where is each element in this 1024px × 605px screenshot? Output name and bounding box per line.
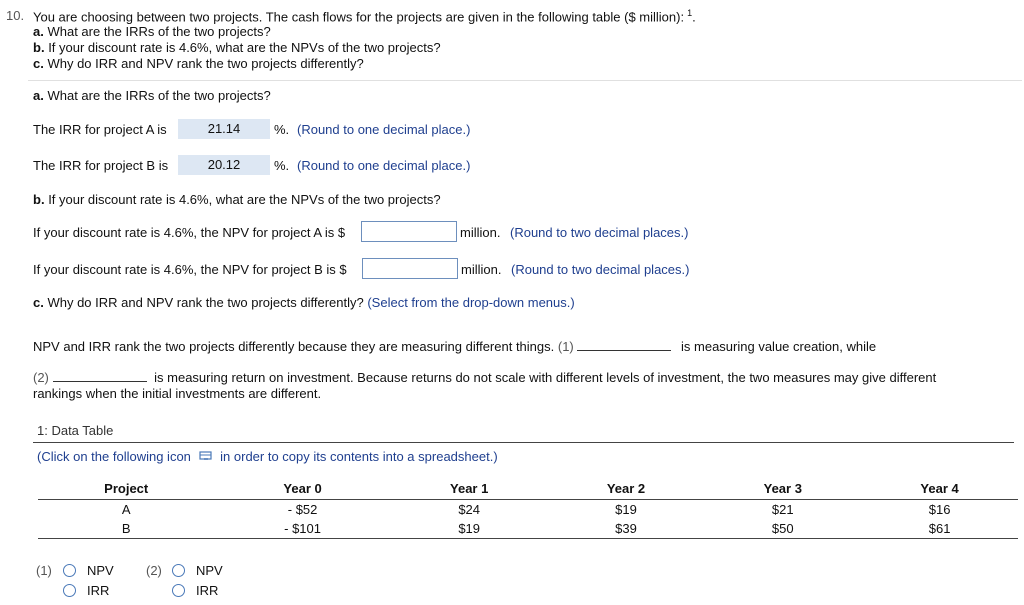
part-c-sentence3: rankings when the initial investments are different. (33, 386, 322, 401)
table-cell: - $52 (287, 502, 318, 517)
part-c-sentence2: (2) is measuring return on investment. Because returns do not scale with different levels of investment, the two measures may give different (33, 370, 937, 385)
npv-b-label: If your discount rate is 4.6%, the NPV for project B is $ (33, 262, 347, 277)
data-table-top-rule (33, 442, 1014, 443)
irr-a-answer[interactable]: 21.14 (178, 119, 270, 139)
table-cell: A (121, 502, 131, 517)
irr-a-unit: %. (274, 122, 290, 137)
irr-b-answer[interactable]: 20.12 (178, 155, 270, 175)
data-table (38, 478, 1018, 539)
npv-b-input[interactable] (362, 258, 458, 279)
part-b-heading: b. If your discount rate is 4.6%, what are the NPVs of the two projects? (33, 192, 441, 207)
part-a-heading: a. What are the IRRs of the two projects? (33, 88, 271, 103)
option-1-irr-radio[interactable] (63, 584, 76, 597)
part-c-sentence1: NPV and IRR rank the two projects differently because they are measuring different things. (1) is measuring value creation, while (33, 339, 877, 354)
data-table-instruction: (Click on the following icon in order to copy its contents into a spreadsheet.) (37, 449, 498, 464)
table-cell: $50 (771, 521, 794, 536)
npv-a-hint: (Round to two decimal places.) (510, 225, 689, 240)
col-year2: Year 2 (606, 481, 646, 496)
table-cell: $61 (928, 521, 951, 536)
table-cell: $16 (928, 502, 951, 517)
question-part-b: b. If your discount rate is 4.6%, what are the NPVs of the two projects? (33, 40, 441, 55)
col-year3: Year 3 (763, 481, 802, 496)
irr-b-unit: %. (274, 158, 290, 173)
col-project: Project (104, 481, 149, 496)
irr-a-label: The IRR for project A is (33, 122, 167, 137)
col-year0: Year 0 (283, 481, 322, 496)
table-cell: - $101 (284, 521, 322, 536)
npv-a-label: If your discount rate is 4.6%, the NPV for project A is $ (33, 225, 346, 240)
question-part-c: c. Why do IRR and NPV rank the two projects differently? (33, 56, 364, 71)
option-2-npv-radio[interactable] (172, 564, 185, 577)
npv-b-unit: million. (461, 262, 502, 277)
option-2-irr-label[interactable]: IRR (196, 583, 219, 598)
table-cell: $19 (458, 521, 481, 536)
data-table-title: 1: Data Table (37, 423, 114, 438)
irr-a-hint: (Round to one decimal place.) (297, 122, 471, 137)
footnote-link[interactable]: 1 (687, 8, 693, 18)
table-cell: $24 (458, 502, 481, 517)
dropdown-2[interactable] (53, 381, 147, 382)
table-cell: $21 (771, 502, 794, 517)
option-2-irr-radio[interactable] (172, 584, 185, 597)
irr-b-label: The IRR for project B is (33, 158, 169, 173)
table-row (38, 500, 1018, 520)
part-c-heading: c. Why do IRR and NPV rank the two projects differently? (Select from the drop-down menus.) (33, 295, 575, 310)
table-cell: $19 (615, 502, 637, 517)
npv-b-hint: (Round to two decimal places.) (511, 262, 690, 277)
table-header-row (38, 478, 1018, 500)
option-group-2-label: (2) (146, 563, 162, 578)
option-1-irr-label[interactable]: IRR (87, 583, 110, 598)
option-1-npv-label[interactable]: NPV (87, 563, 114, 578)
table-row (38, 519, 1018, 539)
table-cell: B (121, 521, 131, 536)
dropdown-1[interactable] (577, 350, 671, 351)
question-intro: You are choosing between two projects. The cash flows for the projects are given in the following table ($ million): $^1$. (33, 8, 696, 25)
option-2-npv-label[interactable]: NPV (196, 563, 223, 578)
option-group-1-label: (1) (36, 563, 52, 578)
col-year4: Year 4 (920, 481, 959, 496)
table-cell: $39 (615, 521, 637, 536)
npv-a-unit: million. (460, 225, 501, 240)
divider (28, 80, 1022, 81)
npv-a-input[interactable] (361, 221, 457, 242)
spreadsheet-copy-icon[interactable] (199, 450, 213, 462)
option-1-npv-radio[interactable] (63, 564, 76, 577)
question-number: 10. (6, 8, 25, 23)
col-year1: Year 1 (450, 481, 489, 496)
irr-b-hint: (Round to one decimal place.) (297, 158, 471, 173)
question-part-a: a. What are the IRRs of the two projects? (33, 24, 271, 39)
